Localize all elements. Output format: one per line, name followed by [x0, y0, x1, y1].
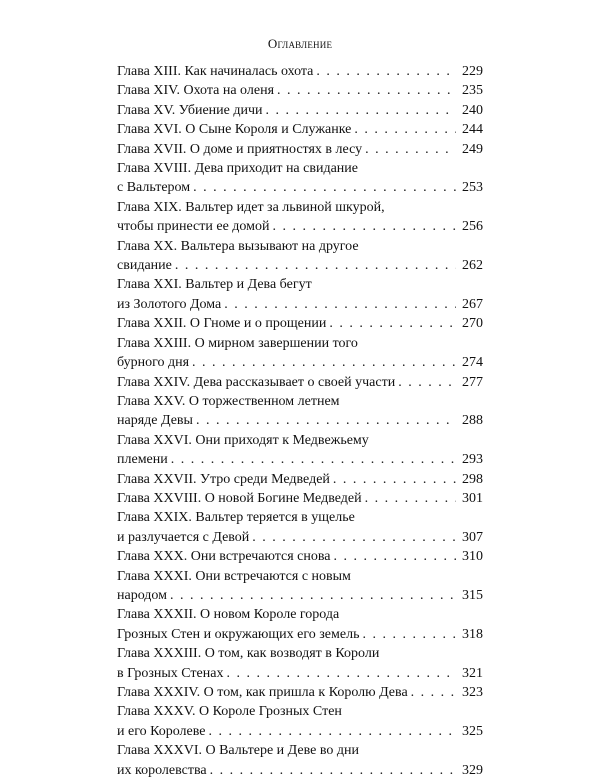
toc-entry — [117, 334, 483, 373]
toc-entry-title-line: Глава XXIII. О мирном завершении того — [117, 335, 358, 351]
toc-entry-last-line — [117, 140, 483, 159]
toc-entry — [117, 275, 483, 314]
toc-entry — [117, 702, 483, 741]
toc-entry-last-line — [117, 256, 483, 275]
toc-entry-title-line: Глава XVIII. Дева приходит на свидание — [117, 161, 359, 177]
toc-entry — [117, 237, 483, 276]
toc-entry-last-line — [117, 470, 483, 489]
toc-entry-last-line — [117, 411, 483, 430]
toc-entry-title-line: и его Королеве — [117, 723, 206, 739]
toc-entry-page-number: 267 — [462, 296, 483, 312]
toc-entry-last-line — [117, 586, 483, 605]
toc-entry-last-line — [117, 314, 483, 333]
toc-entry — [117, 198, 483, 237]
toc-entry-page-number: 315 — [462, 587, 483, 603]
toc-entry-title-line: Глава XXX. Они встречаются снова — [117, 549, 331, 565]
toc-entry-page-number: 323 — [462, 685, 483, 700]
toc-entry-title-line: Глава XIV. Охота на оленя — [117, 83, 275, 99]
toc-entry-title-line: и разлучается с Девой — [117, 529, 250, 545]
toc-entry-page-number: 307 — [462, 529, 483, 545]
dot-leader — [334, 547, 456, 566]
toc-entry-page-number: 277 — [462, 374, 483, 390]
toc-entry-last-line — [117, 489, 483, 508]
toc-entry-last-line — [117, 683, 483, 702]
toc-entry-last-line — [117, 373, 483, 392]
toc-entry-page-number: 298 — [462, 471, 483, 487]
toc-entry-last-line — [117, 101, 483, 120]
toc-entry-page-number: 235 — [462, 83, 483, 99]
toc-entry — [117, 683, 483, 702]
toc-entry-title-line: Глава XX. Вальтера вызывают на другое — [117, 238, 359, 254]
toc-entry — [117, 508, 483, 547]
toc-entry-title-line: Глава XV. Убиение дичи — [117, 102, 263, 118]
toc-entry-title-line: чтобы принести ее домой — [117, 219, 270, 235]
toc-entry-page-number: 249 — [462, 141, 483, 157]
toc-entry-title-line: Глава XXXIII. О том, как возводят в Короли — [117, 646, 380, 662]
toc-entry-title-line: их королевства — [117, 762, 207, 778]
toc-entry-last-line — [117, 450, 483, 469]
toc-entry — [117, 567, 483, 606]
toc-entry-page-number: 310 — [462, 549, 483, 565]
toc-entry — [117, 644, 483, 683]
dot-leader — [224, 295, 456, 314]
toc-entry-last-line — [117, 217, 483, 236]
toc-entry-title-line: Глава XXVI. Они приходят к Медвежьему — [117, 432, 369, 448]
toc-entry-title-line: Глава XXIV. Дева рассказывает о своей участи — [117, 374, 396, 390]
toc-entry-page-number: 321 — [462, 665, 483, 681]
toc-entry-page-number: 329 — [462, 762, 483, 778]
toc-entry-page-number: 274 — [462, 355, 483, 371]
toc-entry-last-line — [117, 178, 483, 197]
toc-entry-page-number: 288 — [462, 413, 483, 429]
dot-leader — [333, 470, 456, 489]
toc-entry-last-line — [117, 625, 483, 644]
toc-entry — [117, 62, 483, 81]
toc-entry-title-line: Глава XXXI. Они встречаются с новым — [117, 568, 351, 584]
toc-entry-page-number: 301 — [462, 490, 483, 506]
toc-entry-page-number: 293 — [462, 452, 483, 468]
dot-leader — [354, 120, 456, 139]
toc-entry-title-line: народом — [117, 587, 168, 603]
toc-entry-title-line: Глава XXIX. Вальтер теряется в ущелье — [117, 510, 355, 526]
toc-entry — [117, 101, 483, 120]
toc-entry-title-line: Глава XXXVI. О Вальтере и Деве во дни — [117, 743, 359, 759]
toc-entry-last-line — [117, 547, 483, 566]
dot-leader — [365, 489, 456, 508]
toc-entry-title-line: Глава XXVIII. О новой Богине Медведей — [117, 490, 362, 506]
toc-entry-title-line: Глава XVI. О Сыне Короля и Служанке — [117, 122, 352, 138]
toc-entry-title-line: свидание — [117, 258, 172, 274]
toc-entry-page-number: 270 — [462, 316, 483, 332]
toc-entry-title-line: из Золотого Дома — [117, 296, 222, 312]
toc-entry-title-line: бурного дня — [117, 355, 190, 371]
toc-entry-title-line: наряде Девы — [117, 413, 193, 429]
toc-entry-page-number: 318 — [462, 626, 483, 642]
toc-entry-title-line: Глава XXXV. О Короле Грозных Стен — [117, 704, 342, 720]
toc-entry — [117, 605, 483, 644]
toc-entry — [117, 392, 483, 431]
toc-entry-page-number: 262 — [462, 258, 483, 274]
toc-entry-title-line: в Грозных Стенах — [117, 665, 224, 681]
toc-entry-title-line: Глава XXXIV. О том, как пришла к Королю Дева — [117, 685, 408, 700]
toc-entry — [117, 140, 483, 159]
toc-entry-title-line: Глава XXI. Вальтер и Дева бегут — [117, 277, 312, 293]
toc-entry-page-number: 256 — [462, 219, 483, 235]
toc-entry-title-line: Глава XXII. О Гноме и о прощении — [117, 316, 327, 332]
dot-leader — [411, 683, 456, 702]
toc-entry — [117, 159, 483, 198]
page-title: Оглавление — [267, 36, 333, 51]
dot-leader — [398, 373, 456, 392]
toc-entry — [117, 431, 483, 470]
toc-entry-title-line: с Вальтером — [117, 180, 191, 196]
dot-leader — [365, 140, 456, 159]
toc-entry-title-line: Глава XXV. О торжественном летнем — [117, 393, 340, 409]
toc-entry-last-line — [117, 761, 483, 780]
dot-leader — [210, 761, 456, 780]
toc-entry — [117, 314, 483, 333]
toc-entry-title-line: Грозных Стен и окружающих его земель — [117, 626, 360, 642]
toc-entry — [117, 489, 483, 508]
dot-leader — [209, 722, 457, 741]
toc-entry — [117, 547, 483, 566]
toc-entry — [117, 120, 483, 139]
toc-entry-title-line: Глава XIX. Вальтер идет за львиной шкурой, — [117, 199, 385, 215]
toc-entry-last-line — [117, 353, 483, 372]
toc-entry-page-number: 325 — [462, 723, 483, 739]
toc-entry-page-number: 253 — [462, 180, 483, 196]
dot-leader — [171, 450, 456, 469]
toc-entry-last-line — [117, 295, 483, 314]
dot-leader — [362, 625, 456, 644]
dot-leader — [252, 528, 456, 547]
dot-leader — [175, 256, 456, 275]
toc-entry-page-number: 244 — [462, 122, 483, 138]
toc-entry-page-number: 240 — [462, 102, 483, 118]
toc-entry-last-line — [117, 528, 483, 547]
toc-entry-last-line — [117, 62, 483, 81]
dot-leader — [193, 178, 456, 197]
dot-leader — [192, 353, 456, 372]
toc-entry — [117, 81, 483, 100]
dot-leader — [170, 586, 456, 605]
toc-entry-title-line: Глава XXVII. Утро среди Медведей — [117, 471, 330, 487]
dot-leader — [277, 81, 456, 100]
toc-entry-title-line: Глава XXXII. О новом Короле города — [117, 607, 340, 623]
toc-entry-last-line — [117, 664, 483, 683]
dot-leader — [226, 664, 456, 683]
dot-leader — [329, 314, 456, 333]
toc-entry-last-line — [117, 120, 483, 139]
dot-leader — [266, 101, 456, 120]
toc-entry-title-line: Глава XIII. Как начиналась охота — [117, 64, 314, 79]
toc-entry-last-line — [117, 722, 483, 741]
toc-entry — [117, 470, 483, 489]
toc-entry-title-line: племени — [117, 452, 168, 468]
dot-leader — [273, 217, 456, 236]
toc-entry-title-line: Глава XVII. О доме и приятностях в лесу — [117, 141, 363, 157]
dot-leader — [196, 411, 456, 430]
toc-entry-page-number: 229 — [462, 64, 483, 79]
toc-entry — [117, 741, 483, 780]
toc-entry-last-line — [117, 81, 483, 100]
toc-entry — [117, 373, 483, 392]
table-of-contents — [117, 62, 483, 780]
dot-leader — [316, 62, 456, 81]
